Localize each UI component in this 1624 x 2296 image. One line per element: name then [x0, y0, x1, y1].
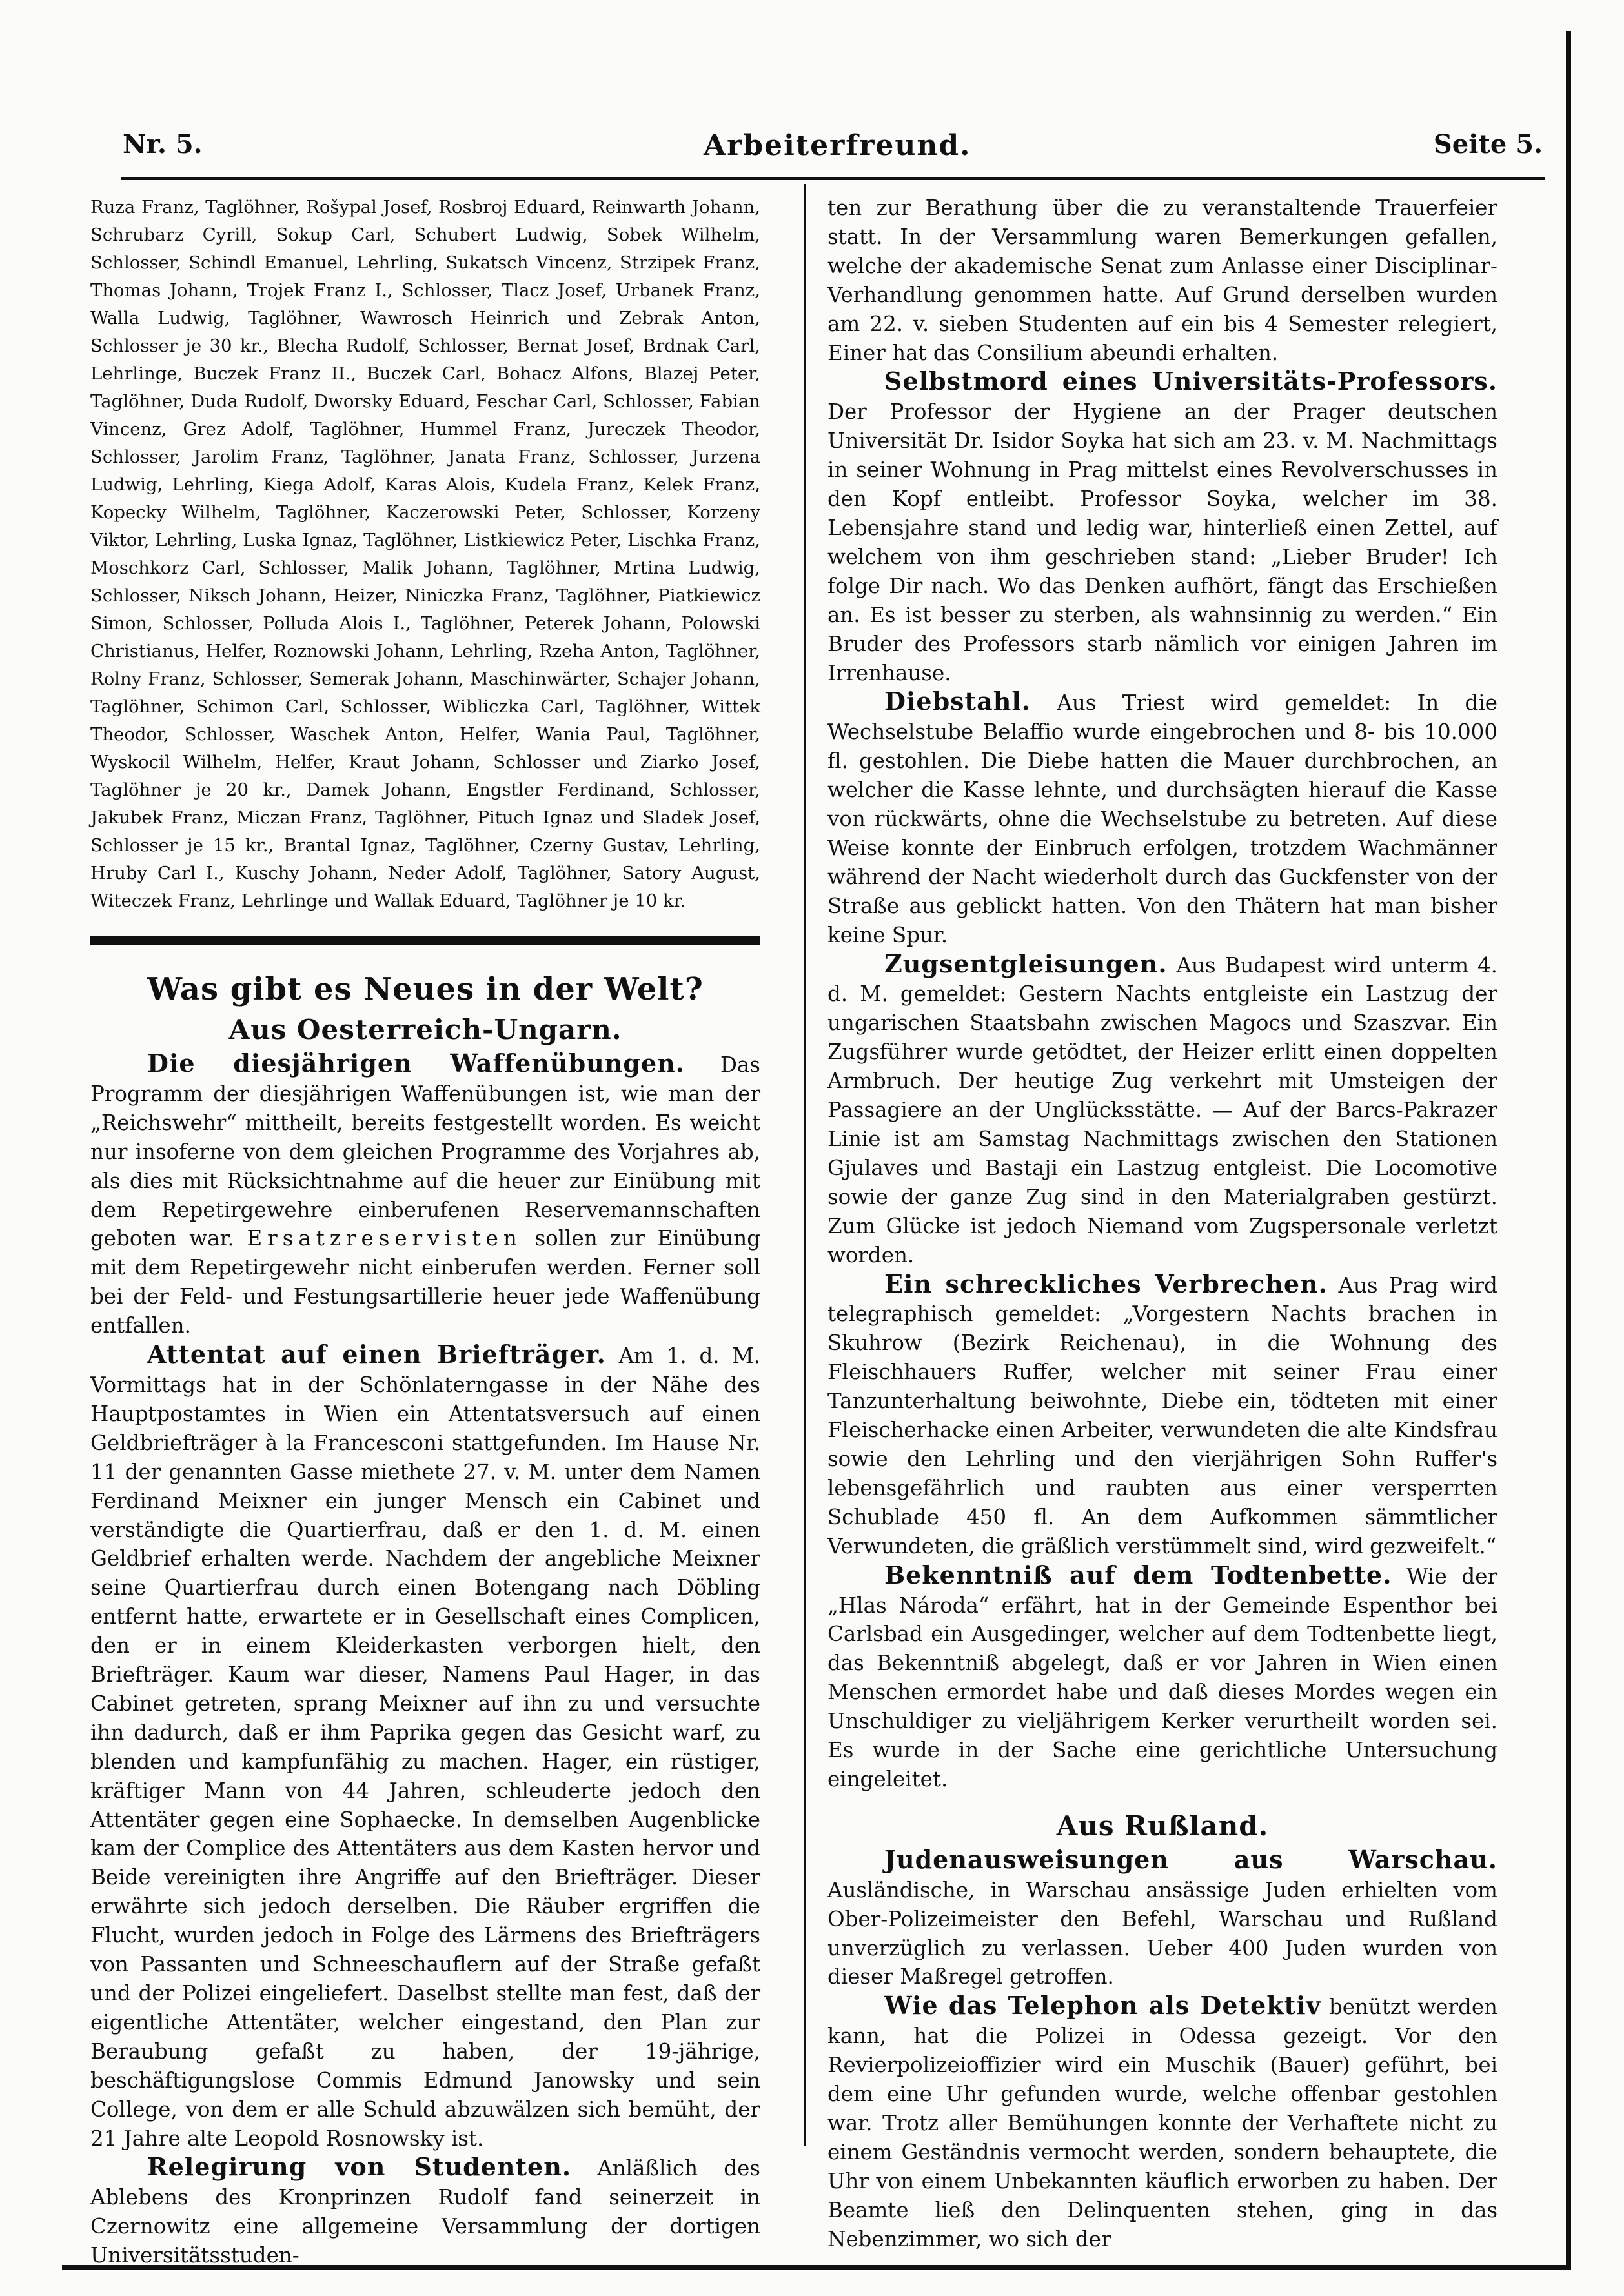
article-text: Wie der „Hlas Národa“ erfährt, hat in der Gemeinde Espenthor bei Carlsbad ein Ausgedinger, welcher auf dem Todtenbette liegt, das Bekenntniß abgelegt, daß er vor Jahren in Wien einen Menschen ermordet habe und daß dieses Mordes wegen ein Unschuldiger zu vieljährigem Kerker verurtheilt worden sei. Es wurde in der Sache eine gerichtliche Untersuchung eingeleitet.	[827, 1564, 1497, 1791]
page-number: Seite 5.	[1433, 129, 1543, 159]
article-headline: Die diesjährigen Waffenübungen.	[147, 1049, 685, 1078]
region-heading-austria: Aus Oesterreich-Ungarn.	[228, 1014, 622, 1045]
article-headline: Zugsentgleisungen.	[884, 949, 1168, 978]
region-heading-russia: Aus Rußland.	[1056, 1809, 1269, 1842]
article-headline: Judenausweisungen aus Warschau.	[884, 1844, 1497, 1874]
article-judenausweisungen	[827, 1846, 1497, 1992]
article-bekenntniss	[827, 1561, 1497, 1794]
article-text: Anläßlich des Ablebens des Kronprinzen Rudolf fand seinerzeit in Czernowitz eine allgemeine Versammlung der dortigen Universitätsstuden-	[90, 2156, 760, 2268]
section-divider	[90, 936, 760, 945]
article-headline: Attentat auf einen Briefträger.	[147, 1340, 606, 1369]
article-verbrechen	[827, 1270, 1497, 1561]
right-column	[827, 194, 1497, 2254]
column-rule	[804, 184, 806, 2146]
left-column	[90, 194, 760, 2270]
newspaper-title: Arbeiterfreund.	[704, 129, 971, 162]
article-text: Aus Triest wird gemeldet: In die Wechselstube Belaffio wurde eingebrochen und 8- bis 10.000 fl. gestohlen. Die Diebe hatten die Mauer durchbrochen, an welcher die Kasse lehnte, und durchsägten hierauf die Kasse von rückwärts, ohne die Wechselstube zu betreten. Auf diese Weise konnte der Einbruch erfolgen, trotzdem Wachmänner während der Nacht wiederholt durch das Guckfenster von der Straße aus geblickt hatten. Von den Thätern hat man bisher keine Spur.	[827, 690, 1497, 947]
article-diebstahl	[827, 687, 1497, 949]
donor-names-list: Ruza Franz, Taglöhner, Rošypal Josef, Rosbroj Eduard, Reinwarth Johann, Schrubarz Cyrill, Sokup Carl, Schubert Ludwig, Sobek Wilhelm, Schlosser, Schindl Emanuel, Lehrling, Sukatsch Vincenz, Strzipek Franz, Thomas Johann, Trojek Franz I., Schlosser, Tlacz Josef, Urbanek Franz, Walla Ludwig, Taglöhner, Wawrosch Heinrich und Zebrak Anton, Schlosser je 30 kr., Blecha Rudolf, Schlosser, Bernat Josef, Brdnak Carl, Lehrlinge, Buczek Franz II., Buczek Carl, Bohacz Alfons, Blazej Peter, Taglöhner, Duda Rudolf, Dworsky Eduard, Feschar Carl, Schlosser, Fabian Vincenz, Grez Adolf, Taglöhner, Hummel Franz, Jureczek Theodor, Schlosser, Jarolim Franz, Taglöhner, Janata Franz, Schlosser, Jurzena Ludwig, Lehrling, Kiega Adolf, Karas Alois, Kudela Franz, Kelek Franz, Kopecky Wilhelm, Taglöhner, Kaczerowski Peter, Schlosser, Korzeny Viktor, Lehrling, Luska Ignaz, Taglöhner, Listkiewicz Peter, Lischka Franz, Moschkorz Carl, Schlosser, Malik Johann, Taglöhner, Mrtina Ludwig, Schlosser, Niksch Johann, Heizer, Niniczka Franz, Taglöhner, Piatkiewicz Simon, Schlosser, Polluda Alois I., Taglöhner, Peterek Johann, Polowski Christianus, Helfer, Roznowski Johann, Lehrling, Rzeha Anton, Taglöhner, Rolny Franz, Schlosser, Semerak Johann, Maschinwärter, Schajer Johann, Taglöhner, Schimon Carl, Schlosser, Wibliczka Carl, Taglöhner, Wittek Theodor, Schlosser, Waschek Anton, Helfer, Wania Paul, Taglöhner, Wyskocil Wilhelm, Helfer, Kraut Johann, Schlosser und Ziarko Josef, Taglöhner je 20 kr., Damek Johann, Engstler Ferdinand, Schlosser, Jakubek Franz, Miczan Franz, Taglöhner, Pituch Ignaz und Sladek Josef, Schlosser je 15 kr., Brantal Ignaz, Taglöhner, Czerny Gustav, Lehrling, Hruby Carl I., Kuschy Johann, Neder Adolf, Taglöhner, Satory August, Witeczek Franz, Lehrlinge und Wallak Eduard, Taglöhner je 10 kr.	[90, 197, 760, 911]
article-relegirung-continued: ten zur Berathung über die zu veranstaltende Trauerfeier statt. In der Versammlung waren Bemerkungen gefallen, welche der akademische Senat zum Anlasse einer Disciplinar-Verhandlung genommen hatte. Auf Grund derselben wurden am 22. v. sieben Studenten auf ein bis 4 Semester relegiert, Einer hat das Consilium abeundi erhalten.	[827, 196, 1497, 365]
article-headline: Ein schreckliches Verbrechen.	[884, 1269, 1328, 1298]
article-text: Am 1. d. M. Vormittags hat in der Schönlaterngasse in der Nähe des Hauptpostamtes in Wien ein Attentatsversuch auf einen Geldbriefträger à la Francesconi stattgefunden. Im Hause Nr. 11 der genannten Gasse miethete 27. v. M. unter dem Namen Ferdinand Meixner ein junger Mensch ein Cabinet und verständigte die Quartierfrau, daß er den 1. d. M. einen Geldbrief erhalten werde. Nachdem der angebliche Meixner seine Quartierfrau durch einen Botengang nach Döbling entfernt hatte, erwartete er in Gesellschaft eines Complicen, den er in einem Kleiderkasten verborgen hielt, den Briefträger. Kaum war dieser, Namens Paul Hager, in das Cabinet getreten, sprang Meixner auf ihn zu und versuchte ihn dadurch, daß er ihm Paprika gegen das Gesicht warf, zu blenden und kampfunfähig zu machen. Hager, ein rüstiger, kräftiger Mann von 44 Jahren, schleuderte jedoch den Attentäter gegen eine Sophaecke. In demselben Augenblicke kam der Complice des Attentäters aus dem Kasten hervor und Beide vereinigten ihre Angriffe auf den Briefträger. Dieser erwährte sich jedoch derselben. Die Räuber ergriffen die Flucht, wurden jedoch in Folge des Lärmens des Briefträgers von Passanten und Schneeschauflern auf der Straße gefaßt und der Polizei eingeliefert. Daselbst stellte man fest, daß der eigentliche Attentäter, welcher eingestand, den Plan zur Beraubung gefaßt zu haben, der 19-jährige, beschäftigungslose Commis Edmund Janowsky und sein College, von dem er alle Schuld abzuwälzen sich bemüht, der 21 Jahre alte Leopold Rosnowsky ist.	[90, 1344, 760, 2151]
article-text: Aus Budapest wird unterm 4. d. M. gemeldet: Gestern Nachts entgleiste ein Lastzug der ungarischen Staatsbahn zwischen Magocs und Szaszvar. Ein Zugsführer wurde getödtet, der Heizer erlitt einen doppelten Armbruch. Der heutige Zug verkehrt mit Umsteigen der Passagiere an der Unglücksstätte. — Auf der Barcs-Pakrazer Linie ist am Samstag Nachmittags zwischen den Stationen Gjulaves und Bastaji ein Lastzug entgleist. Die Locomotive sowie der ganze Zug sind in den Materialgraben gestürzt. Zum Glücke ist jedoch Niemand vom Zugspersonale verletzt worden.	[827, 952, 1497, 1267]
article-headline: Wie das Telephon als Detektiv	[884, 1991, 1321, 2020]
section-title: Was gibt es Neues in der Welt?	[147, 971, 704, 1007]
article-headline: Selbstmord eines Universitäts-Professors.	[884, 367, 1497, 396]
article-attentat	[90, 1340, 760, 2153]
article-spaced-word: Ersatzreservisten	[247, 1226, 522, 1251]
article-headline: Bekenntniß auf dem Todtenbette.	[884, 1560, 1392, 1589]
article-relegirung	[90, 2153, 760, 2270]
article-telephon	[827, 1991, 1497, 2253]
issue-number: Nr. 5.	[123, 129, 203, 159]
article-headline: Diebstahl.	[884, 687, 1031, 716]
article-text: benützt werden kann, hat die Polizei in Odessa gezeigt. Vor den Revierpolizeioffizier wird ein Muschik (Bauer) geführt, bei dem eine Uhr gefunden wurde, welche offenbar gestohlen war. Trotz aller Bemühungen konnte der Verhaftete nicht zu einem Geständnis vermocht werden, sondern behauptete, die Uhr von einem Unbekannten käuflich erworben zu haben. Der Beamte ließ den Delinquenten stehen, ging in das Nebenzimmer, wo sich der	[827, 1995, 1497, 2251]
article-text: sollen zur Einübung mit dem Repetirgewehr nicht einberufen werden. Ferner soll bei der Feld- und Festungsartillerie heuer jede Waffenübung entfallen.	[90, 1226, 760, 1338]
article-text: Der Professor der Hygiene an der Prager deutschen Universität Dr. Isidor Soyka hat sich am 23. v. M. Nachmittags in seiner Wohnung in Prag mittelst eines Revolverschusses in den Kopf entleibt. Professor Soyka, welcher im 38. Lebensjahre stand und ledig war, hinterließ einen Zettel, auf welchem von ihm geschrieben stand: „Lieber Bruder! Ich folge Dir nach. Wo das Denken aufhört, fängt das Erschießen an. Es ist besser zu sterben, als wahnsinnig zu werden.“ Ein Bruder des Professors starb nämlich vor einigen Jahren im Irrenhause.	[827, 399, 1497, 685]
article-text: Aus Prag wird telegraphisch gemeldet: „Vorgestern Nachts brachen in Skuhrow (Bezirk Reichenau), in die Wohnung des Fleischhauers Ruffer, welcher mit seiner Frau einer Tanzunterhaltung beiwohnte, Diebe ein, tödteten mit einer Fleischerhacke einen Arbeiter, verwundeten die alte Kindsfrau sowie den Lehrling und den vierjährigen Sohn Ruffer's lebensgefährlich und raubten aus einer versperrten Schublade 450 fl. An dem Aufkommen sämmtlicher Verwundeten, die gräßlich verstümmelt sind, wird gezweifelt.“	[827, 1273, 1497, 1558]
article-text: Das Programm der diesjährigen Waffenübungen ist, wie man der „Reichswehr“ mittheilt, bereits festgestellt worden. Es weicht nur insoferne von dem gleichen Programme des Vorjahres ab, als dies mit Rücksichtnahme auf die heuer zur Einübung mit dem Repetirgewehre einberufenen Reservemannschaften geboten war.	[90, 1052, 760, 1251]
article-waffenuebungen	[90, 1049, 760, 1340]
article-headline: Relegirung von Studenten.	[147, 2152, 572, 2182]
page-header	[123, 129, 1543, 168]
article-selbstmord	[827, 367, 1497, 687]
header-rule	[121, 177, 1545, 180]
article-zugsentgleisungen	[827, 950, 1497, 1270]
article-text: Ausländische, in Warschau ansässige Juden erhielten vom Ober-Polizeimeister den Befehl, Warschau und Rußland unverzüglich zu verlassen. Ueber 400 Juden wurden von dieser Maßregel getroffen.	[827, 1877, 1497, 1989]
